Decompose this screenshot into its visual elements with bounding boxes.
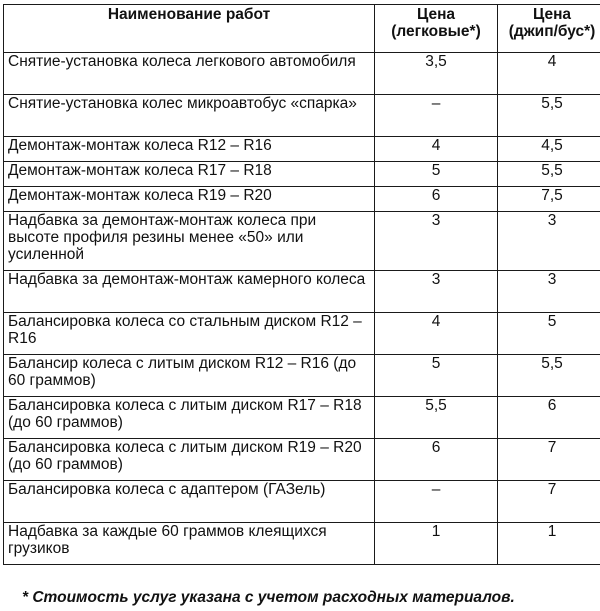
jeep-price: 5,5 <box>498 355 600 397</box>
car-price: – <box>375 481 498 523</box>
car-price: 4 <box>375 313 498 355</box>
jeep-price: 4 <box>498 53 600 95</box>
table-row <box>4 313 600 355</box>
service-name: Надбавка за демонтаж-монтаж камерного колеса <box>4 271 375 313</box>
car-price: 5 <box>375 355 498 397</box>
car-price: 4 <box>375 137 498 162</box>
service-name: Балансировка колеса с литым диском R19 – R20 (до 60 граммов) <box>4 439 375 481</box>
service-name: Надбавка за демонтаж-монтаж колеса при высоте профиля резины менее «50» или усиленной <box>4 212 375 271</box>
service-name: Балансировка колеса со стальным диском R12 – R16 <box>4 313 375 355</box>
jeep-price: 5 <box>498 313 600 355</box>
service-name: Надбавка за каждые 60 граммов клеящихся грузиков <box>4 523 375 565</box>
car-price: 5 <box>375 162 498 187</box>
price-table <box>3 4 600 565</box>
service-name: Демонтаж-монтаж колеса R12 – R16 <box>4 137 375 162</box>
jeep-price: 5,5 <box>498 95 600 137</box>
jeep-price: 6 <box>498 397 600 439</box>
service-name: Снятие-установка колес микроавтобус «спарка» <box>4 95 375 137</box>
header-jeep-price: Цена (джип/бус*) <box>498 5 600 53</box>
table-header-row <box>4 5 600 53</box>
table-row <box>4 187 600 212</box>
service-name: Балансир колеса с литым диском R12 – R16 (до 60 граммов) <box>4 355 375 397</box>
jeep-price: 4,5 <box>498 137 600 162</box>
table-row <box>4 439 600 481</box>
jeep-price: 7 <box>498 481 600 523</box>
jeep-price: 3 <box>498 271 600 313</box>
header-car-price: Цена (легковые*) <box>375 5 498 53</box>
table-row <box>4 95 600 137</box>
header-name: Наименование работ <box>4 5 375 53</box>
jeep-price: 5,5 <box>498 162 600 187</box>
car-price: 6 <box>375 439 498 481</box>
table-row <box>4 523 600 565</box>
service-name: Балансировка колеса с литым диском R17 – R18 (до 60 граммов) <box>4 397 375 439</box>
jeep-price: 3 <box>498 212 600 271</box>
table-row <box>4 355 600 397</box>
service-name: Демонтаж-монтаж колеса R19 – R20 <box>4 187 375 212</box>
table-row <box>4 137 600 162</box>
footnote: * Стоимость услуг указана с учетом расходных материалов. <box>22 589 515 606</box>
car-price: 1 <box>375 523 498 565</box>
service-name: Балансировка колеса с адаптером (ГАЗель) <box>4 481 375 523</box>
service-name: Снятие-установка колеса легкового автомобиля <box>4 53 375 95</box>
car-price: 3 <box>375 271 498 313</box>
jeep-price: 7,5 <box>498 187 600 212</box>
car-price: 3 <box>375 212 498 271</box>
table-row <box>4 271 600 313</box>
table-row <box>4 162 600 187</box>
table-row <box>4 397 600 439</box>
table-row <box>4 53 600 95</box>
car-price: 3,5 <box>375 53 498 95</box>
service-name: Демонтаж-монтаж колеса R17 – R18 <box>4 162 375 187</box>
table-row <box>4 212 600 271</box>
car-price: – <box>375 95 498 137</box>
car-price: 6 <box>375 187 498 212</box>
jeep-price: 1 <box>498 523 600 565</box>
jeep-price: 7 <box>498 439 600 481</box>
table-row <box>4 481 600 523</box>
car-price: 5,5 <box>375 397 498 439</box>
